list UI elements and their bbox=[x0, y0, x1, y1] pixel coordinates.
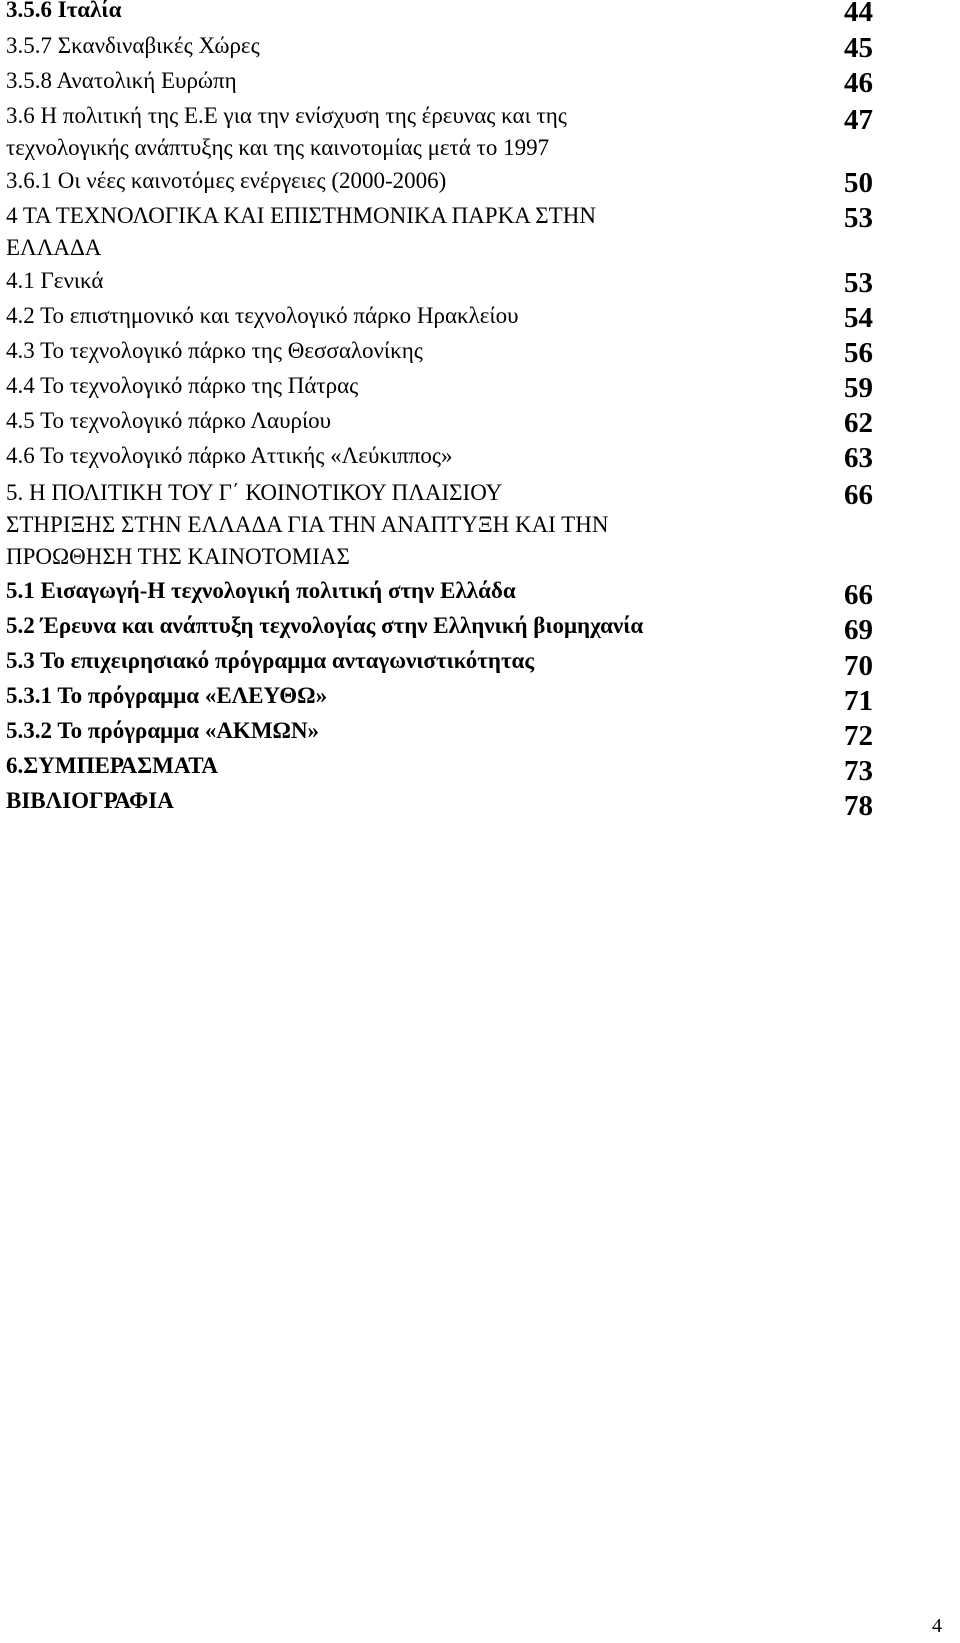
toc-entry-title: 3.6 Η πολιτική της Ε.Ε για την ενίσχυση της έρευνας και της τεχνολογικής ανάπτυξης και της καινοτομίας μετά το 1997 bbox=[6, 103, 567, 160]
toc-entry-page: 70 bbox=[844, 650, 873, 682]
toc-entry-page: 66 bbox=[844, 579, 873, 611]
toc-entry-title: ΒΙΒΛΙΟΓΡΑΦΙΑ bbox=[6, 788, 174, 813]
toc-entry-title: 4.5 Το τεχνολογικό πάρκο Λαυρίου bbox=[6, 408, 332, 433]
toc-entry-page: 78 bbox=[844, 790, 873, 822]
toc-entry-page: 54 bbox=[844, 302, 873, 334]
toc-entry-title: 5.1 Εισαγωγή-Η τεχνολογική πολιτική στην Ελλάδα bbox=[6, 578, 516, 603]
toc-entry-page: 66 bbox=[844, 479, 873, 511]
toc-entry-page: 71 bbox=[844, 685, 873, 717]
toc-entry-page: 50 bbox=[844, 167, 873, 199]
toc-entry-page: 45 bbox=[844, 32, 873, 64]
toc-entry-page: 62 bbox=[844, 407, 873, 439]
page-number: 4 bbox=[932, 1615, 942, 1637]
toc-entry-page: 56 bbox=[844, 337, 873, 369]
toc-entry-title: 5.2 Έρευνα και ανάπτυξη τεχνολογίας στην Ελληνική βιομηχανία bbox=[6, 613, 644, 638]
toc-entry-title: 5. Η ΠΟΛΙΤΙΚΗ ΤΟΥ Γ΄ ΚΟΙΝΟΤΙΚΟΥ ΠΛΑΙΣΙΟΥ ΣΤΗΡΙΞΗΣ ΣΤΗΝ ΕΛΛΑΔΑ ΓΙΑ ΤΗΝ ΑΝΑΠΤΥΞΗ ΚΑΙ ΤΗΝ ΠΡΟΩΘΗΣΗ ΤΗΣ ΚΑΙΝΟΤΟΜΙΑΣ bbox=[6, 480, 609, 569]
toc-entry-page: 69 bbox=[844, 614, 873, 646]
toc-entry-title: 3.6.1 Οι νέες καινοτόμες ενέργειες (2000-2006) bbox=[6, 168, 447, 193]
toc-entry-title: 6.ΣΥΜΠΕΡΑΣΜΑΤΑ bbox=[6, 753, 218, 778]
toc-entry-title: 3.5.7 Σκανδιναβικές Χώρες bbox=[6, 33, 260, 58]
toc-entry-title: 3.5.6 Ιταλία bbox=[6, 0, 122, 22]
toc-entry-title: 4.2 Το επιστημονικό και τεχνολογικό πάρκο Ηρακλείου bbox=[6, 303, 519, 328]
toc-entry-title: 4.4 Το τεχνολογικό πάρκο της Πάτρας bbox=[6, 373, 359, 398]
toc-entry-title: 5.3.2 Το πρόγραμμα «ΑΚΜΩΝ» bbox=[6, 718, 320, 743]
toc-entry-page: 47 bbox=[844, 104, 873, 136]
toc-entry-title: 5.3 Το επιχειρησιακό πρόγραμμα ανταγωνιστικότητας bbox=[6, 648, 535, 673]
toc-entry-title: 4.6 Το τεχνολογικό πάρκο Αττικής «Λεύκιππος» bbox=[6, 443, 453, 468]
toc-entry-page: 72 bbox=[844, 720, 873, 752]
toc-entry-page: 44 bbox=[844, 0, 873, 28]
toc-entry-title: 5.3.1 Το πρόγραμμα «ΕΛΕΥΘΩ» bbox=[6, 683, 328, 708]
toc-entry-title: 3.5.8 Ανατολική Ευρώπη bbox=[6, 68, 237, 93]
toc-entry-page: 59 bbox=[844, 372, 873, 404]
toc-entry-page: 53 bbox=[844, 202, 873, 234]
toc-entry-page: 63 bbox=[844, 442, 873, 474]
toc-entry-page: 46 bbox=[844, 67, 873, 99]
toc-entry-title: 4.3 Το τεχνολογικό πάρκο της Θεσσαλονίκης bbox=[6, 338, 423, 363]
toc-entry-page: 53 bbox=[844, 267, 873, 299]
toc-entry-page: 73 bbox=[844, 755, 873, 787]
toc-entry-title: 4 ΤΑ ΤΕΧΝΟΛΟΓΙΚΑ ΚΑΙ ΕΠΙΣΤΗΜΟΝΙΚΑ ΠΑΡΚΑ ΣΤΗΝ ΕΛΛΑΔΑ bbox=[6, 203, 596, 260]
toc-entry-title: 4.1 Γενικά bbox=[6, 268, 104, 293]
